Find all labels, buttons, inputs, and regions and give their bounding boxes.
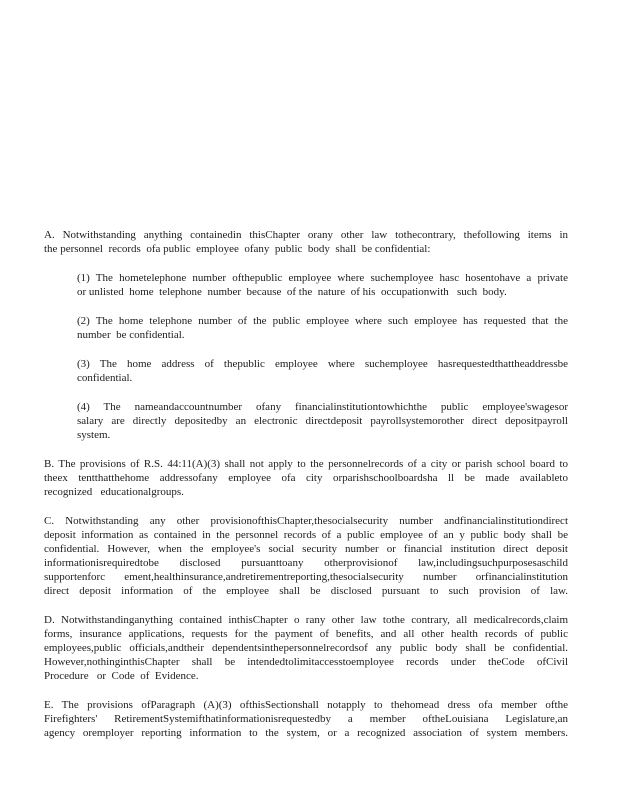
paragraph-e <box>44 698 568 740</box>
paragraph-d-line: Procedure or Code of Evidence. <box>44 670 199 682</box>
paragraph-c-line: C. Notwithstanding any other provisionofthisChapter,thesocialsecurity number andfinancialinstitutiondirect <box>44 515 568 527</box>
item-1 <box>77 271 568 299</box>
paragraph-c <box>44 514 568 598</box>
paragraph-a-line: the personnel records ofa public employee ofany public body shall be confidential: <box>44 243 431 255</box>
item-3-line: (3) The home address of thepublic employee where suchemployee hasrequestedthattheaddressbe <box>77 358 568 370</box>
paragraph-c-line: deposit information as contained in the personnel records of a public employee of an y public body shall be <box>44 529 568 541</box>
paragraph-c-line: confidential. However, when the employee's social security number or financial institution direct deposit <box>44 543 568 555</box>
paragraph-e-line: E. The provisions ofParagraph (A)(3) ofthisSectionshall notapply to thehomead dress ofa member ofthe <box>44 699 568 711</box>
item-4-line: (4) The nameandaccountnumber ofany financialinstitutiontowhichthe public employee'swagesor <box>77 401 568 413</box>
paragraph-b <box>44 457 568 499</box>
item-2-line: (2) The home telephone number of the public employee where such employee has requested that the <box>77 315 568 327</box>
item-3-line: confidential. <box>77 372 133 384</box>
paragraph-b-line: B. The provisions of R.S. 44:11(A)(3) shall not apply to the personnelrecords of a city or parish school board to <box>44 458 568 470</box>
paragraph-c-line: informationisrequiredtobe disclosed pursuanttoany otherprovisionof law,includingsuchpurposesaschild <box>44 557 568 569</box>
paragraph-e-line: agency oremployer reporting information to the system, or a recognized association of system members. <box>44 727 568 739</box>
item-4 <box>77 400 568 442</box>
paragraph-b-line: theex tentthatthehome addressofany employee ofa city orparishschoolboardsha ll be made availableto <box>44 472 568 484</box>
item-1-line: (1) The hometelephone number ofthepublic employee where suchemployee hasc hosentohave a private <box>77 272 568 284</box>
paragraph-d-line: employees,public officials,andtheir dependentsinthepersonnelrecordsof any public body shall be confidential. <box>44 642 568 654</box>
item-1-line: or unlisted home telephone number because of the nature of his occupationwith such body. <box>77 286 507 298</box>
paragraph-d-line: D. Notwithstandinganything contained inthisChapter o rany other law tothe contrary, all medicalrecords,claim <box>44 614 568 626</box>
document-body <box>44 228 568 740</box>
paragraph-a-line: A. Notwithstanding anything containedin thisChapter orany other law tothecontrary, thefollowing items in <box>44 229 568 241</box>
item-4-line: system. <box>77 429 111 441</box>
paragraph-d-line: However,nothinginthisChapter shall be intendedtolimitaccesstoemployee records under theCode ofCivil <box>44 656 568 668</box>
item-2-line: number be confidential. <box>77 329 185 341</box>
paragraph-c-line: direct deposit information of the employee shall be disclosed pursuant to such provision of law. <box>44 585 568 597</box>
paragraph-d <box>44 613 568 683</box>
paragraph-d-line: forms, insurance applications, requests for the payment of benefits, and all other health records of public <box>44 628 568 640</box>
item-2 <box>77 314 568 342</box>
paragraph-b-line: recognized educationalgroups. <box>44 486 184 498</box>
paragraph-e-line: Firefighters' RetirementSystemifthatinformationisrequestedby a member oftheLouisiana Legislature,an <box>44 713 568 725</box>
paragraph-c-line: supportenforc ement,healthinsurance,andretirementreporting,thesocialsecurity number orfinancialinstitution <box>44 571 568 583</box>
item-4-line: salary are directly depositedby an electronic directdeposit payrollsystemorother direct depositpayroll <box>77 415 568 427</box>
paragraph-a <box>44 228 568 256</box>
item-3 <box>77 357 568 385</box>
